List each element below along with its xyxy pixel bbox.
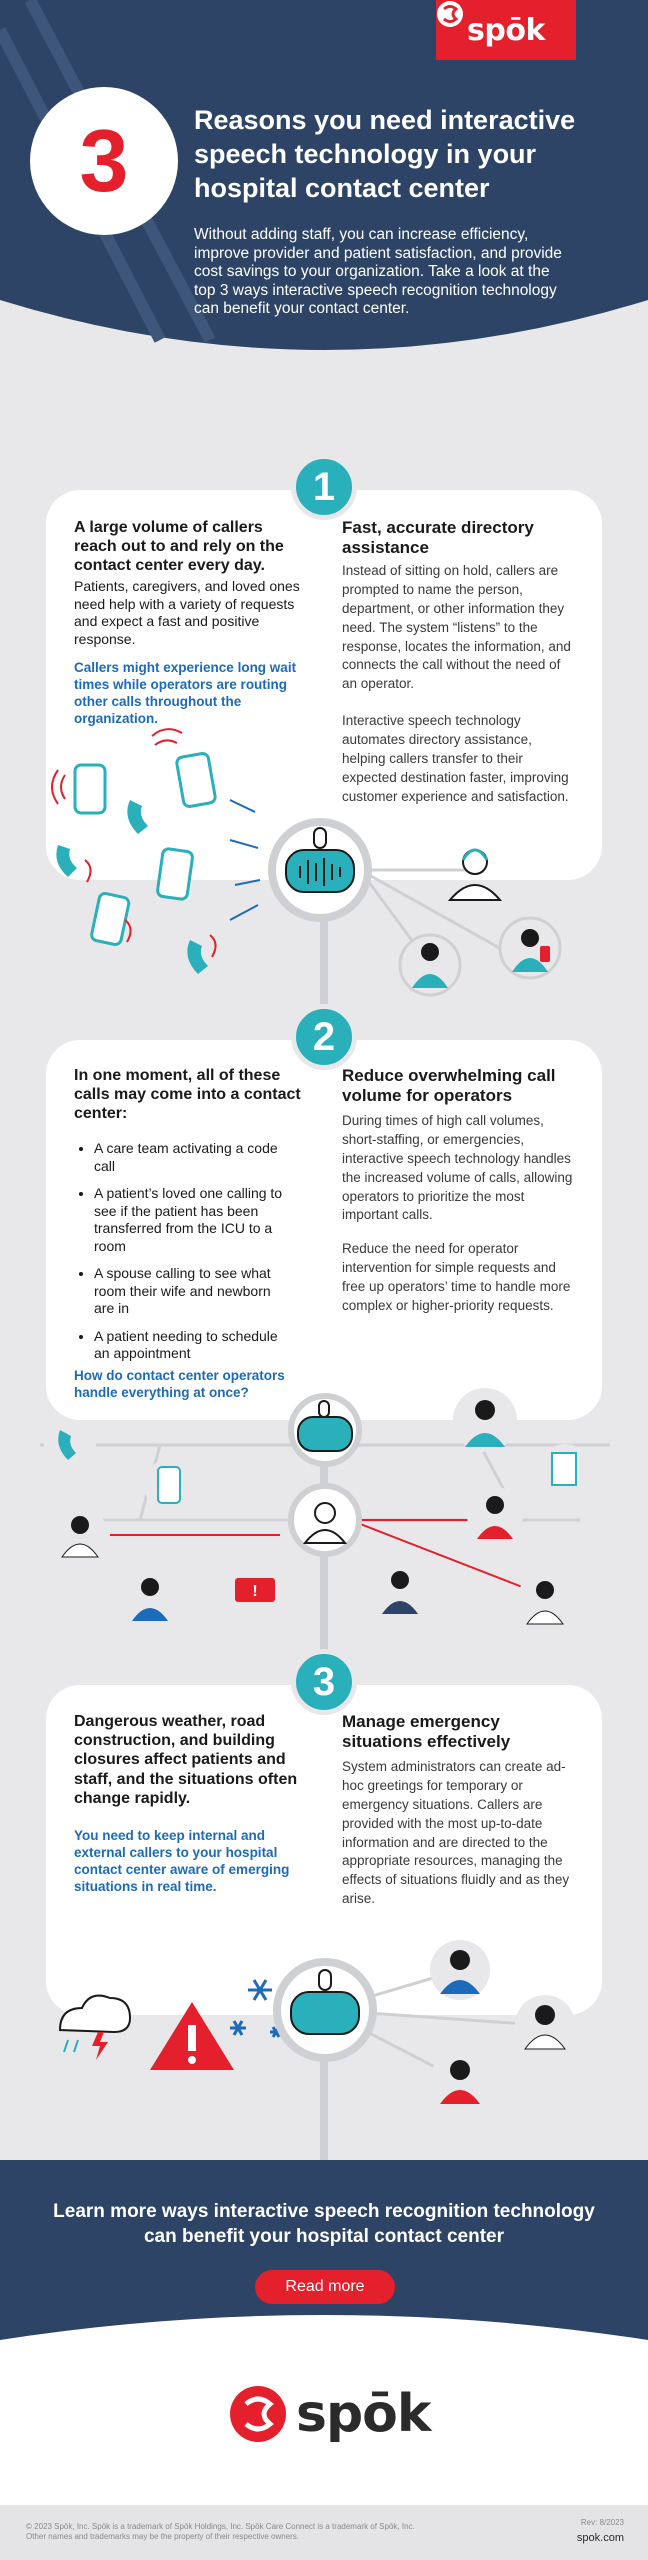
section-3-right-heading: Manage emergency situations effectively (342, 1712, 511, 1752)
hero-banner (0, 0, 648, 400)
section-2-right-heading: Reduce overwhelming call volume for operators (342, 1066, 556, 1106)
legal-line-2: Other names and trademarks may be the property of their respective owners. (26, 2532, 300, 2542)
section-3-left-heading: Dangerous weather, road construction, and building closures affect patients and staff, and the situations often change rapidly. (74, 1713, 298, 1807)
revision-date: Rev: 8/2023 (580, 2518, 624, 2527)
section-1-number: 1 (291, 454, 357, 520)
cta-banner (0, 2160, 648, 2340)
spok-logo-icon (436, 0, 464, 28)
hero-subtitle: Without adding staff, you can increase efficiency, improve provider and patient satisfaction, and provide cost savings to your organization. Take a look at the top 3 ways interactive speech recognition technology can benefit your contact center. (194, 226, 562, 318)
operator-icon (450, 850, 500, 900)
svg-text:!: ! (252, 1583, 258, 1600)
footer-spok-logo[interactable] (228, 2384, 430, 2444)
read-more-button[interactable]: Read more (255, 2270, 395, 2304)
mobile-phone-icon (144, 1459, 196, 1511)
section-2-left-heading: In one moment, all of these calls may come into a contact center: (74, 1067, 301, 1123)
spok-logo-text: spōk (467, 12, 545, 48)
section-1-illustration (30, 720, 610, 1020)
phone-icon (44, 1419, 96, 1471)
hero-number-badge (30, 87, 178, 235)
cta-background (0, 2160, 648, 2340)
spok-logo[interactable] (436, 0, 576, 60)
section-2-number: 2 (291, 1004, 357, 1070)
section-3-illustration (40, 1920, 610, 2140)
list-item: • A spouse calling to see what room their wife and newborn are in (94, 1265, 284, 1318)
storm-cloud-icon (60, 1996, 130, 2060)
alert-icon (227, 1562, 283, 1618)
person-icon (400, 918, 560, 995)
section-2-illustration (40, 1385, 610, 1645)
section-3-right-body-1: System administrators can create ad-hoc greetings for temporary or emergency situations. Callers are provided with the most up-to-date information and are directed to the appropriate resources, managing the effects of situations fluidly and as they arise. (342, 1759, 570, 1907)
warning-triangle-icon (150, 2002, 234, 2070)
section-2-right-body-1: During times of high call volumes, short-staffing, or emergencies, interactive speech technology handles the increased volume of calls, allowing operators to prioritize the most important calls. (342, 1113, 573, 1223)
cta-text: Learn more ways interactive speech recognition technology can benefit your hospital contact center (53, 2201, 595, 2247)
section-2-left-highlight: How do contact center operators handle everything at once? (74, 1368, 285, 1400)
section-2-bullet-list (74, 1140, 284, 1373)
mobile-phone-icon (75, 753, 216, 946)
list-item: • A patient needing to schedule an appointment (94, 1328, 284, 1363)
section-1-left-heading: A large volume of callers reach out to and rely on the contact center every day. (74, 519, 284, 575)
spok-logo-icon (228, 2384, 288, 2444)
list-item: • A patient’s loved one calling to see if the patient has been transferred from the ICU to a room (94, 1185, 284, 1255)
section-1-left-body: Patients, caregivers, and loved ones need help with a variety of requests and expect a fast and positive response. (74, 578, 300, 647)
page-title: Reasons you need interactive speech technology in your hospital contact center (194, 105, 576, 203)
section-1-right-body-1: Instead of sitting on hold, callers are prompted to name the person, department, or other information they need. The system “listens” to the response, locates the information, and connects the call without the need of an operator. (342, 563, 571, 692)
section-1-right-heading: Fast, accurate directory assistance (342, 518, 534, 558)
section-3-number: 3 (291, 1649, 357, 1715)
section-2-right-body-2: Reduce the need for operator intervention for simple requests and free up operators’ time to handle more complex or higher-priority requests. (342, 1241, 571, 1313)
section-1-left-highlight: Callers might experience long wait times while operators are routing other calls throughout the organization. (74, 660, 297, 726)
legal-text (26, 2522, 486, 2543)
person-icon (430, 1940, 575, 2110)
website-link[interactable]: spok.com (576, 2532, 624, 2544)
footer-logo-text: spōk (296, 2384, 431, 2444)
section-3-left-highlight: You need to keep internal and external callers to your hospital contact center aware of emerging situations in real time. (74, 1828, 290, 1894)
document-icon (539, 1444, 591, 1496)
list-item: • A care team activating a code call (94, 1140, 284, 1175)
legal-line-1: © 2023 Spōk, Inc. Spōk is a trademark of Spōk Holdings, Inc. Spōk Care Connect is a trademark of Spōk, Inc. (26, 2522, 415, 2531)
section-1-right-body-2: Interactive speech technology automates directory assistance, helping callers transfer to their expected destination faster, improving customer experience and satisfaction. (342, 713, 569, 804)
hero-number: 3 (79, 111, 129, 210)
